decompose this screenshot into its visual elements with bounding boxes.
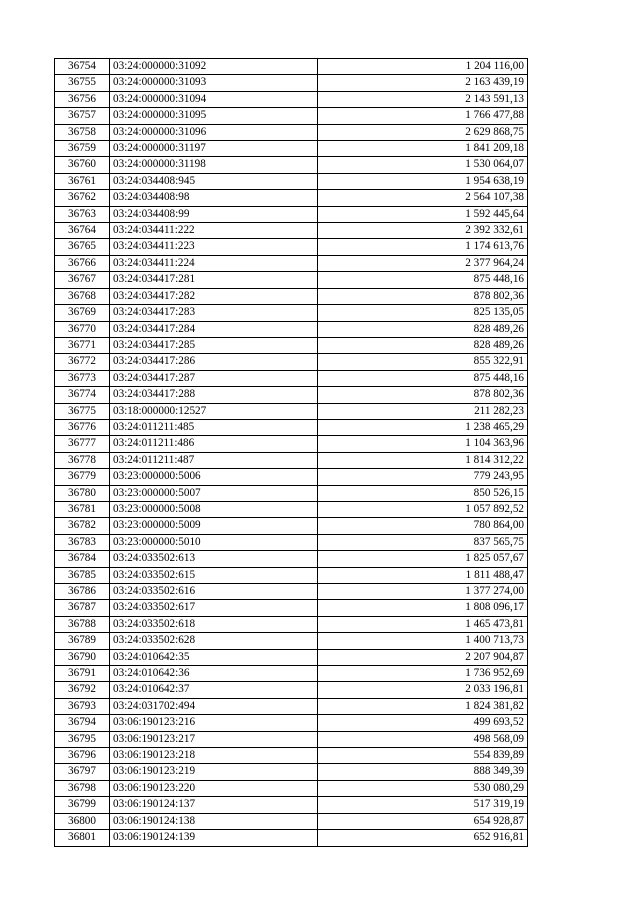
cadastral-value-cell: 1 530 064,07 xyxy=(318,157,528,173)
cadastral-number-cell: 03:06:190123:220 xyxy=(110,780,318,796)
cadastral-number-cell: 03:24:034411:222 xyxy=(110,223,318,239)
table-body xyxy=(55,59,528,847)
row-number-cell: 36787 xyxy=(55,600,110,616)
cadastral-value-cell: 1 057 892,52 xyxy=(318,501,528,517)
cadastral-number-cell: 03:24:000000:31197 xyxy=(110,141,318,157)
cadastral-value-cell: 837 565,75 xyxy=(318,534,528,550)
cadastral-number-cell: 03:06:190124:138 xyxy=(110,813,318,829)
cadastral-number-cell: 03:06:190123:219 xyxy=(110,764,318,780)
cadastral-value-cell: 850 526,15 xyxy=(318,485,528,501)
cadastral-number-cell: 03:24:033502:613 xyxy=(110,551,318,567)
cadastral-value-cell: 1 814 312,22 xyxy=(318,452,528,468)
cadastral-value-cell: 1 954 638,19 xyxy=(318,173,528,189)
cadastral-number-cell: 03:24:034417:283 xyxy=(110,305,318,321)
row-number-cell: 36778 xyxy=(55,452,110,468)
row-number-cell: 36774 xyxy=(55,387,110,403)
cadastral-number-cell: 03:24:033502:628 xyxy=(110,633,318,649)
cadastral-value-cell: 654 928,87 xyxy=(318,813,528,829)
cadastral-value-cell: 554 839,89 xyxy=(318,748,528,764)
cadastral-number-cell: 03:24:034417:284 xyxy=(110,321,318,337)
table-row xyxy=(55,141,528,157)
row-number-cell: 36791 xyxy=(55,666,110,682)
cadastral-number-cell: 03:24:000000:31096 xyxy=(110,124,318,140)
row-number-cell: 36755 xyxy=(55,75,110,91)
cadastral-value-table xyxy=(54,58,528,847)
table-row xyxy=(55,797,528,813)
table-row xyxy=(55,190,528,206)
row-number-cell: 36799 xyxy=(55,797,110,813)
table-row xyxy=(55,748,528,764)
cadastral-value-cell: 779 243,95 xyxy=(318,469,528,485)
cadastral-number-cell: 03:23:000000:5007 xyxy=(110,485,318,501)
table-row xyxy=(55,321,528,337)
cadastral-number-cell: 03:24:010642:37 xyxy=(110,682,318,698)
row-number-cell: 36800 xyxy=(55,813,110,829)
cadastral-value-cell: 828 489,26 xyxy=(318,337,528,353)
cadastral-value-cell: 1 824 381,82 xyxy=(318,698,528,714)
row-number-cell: 36781 xyxy=(55,501,110,517)
row-number-cell: 36798 xyxy=(55,780,110,796)
cadastral-value-cell: 517 319,19 xyxy=(318,797,528,813)
row-number-cell: 36761 xyxy=(55,173,110,189)
cadastral-value-cell: 2 629 868,75 xyxy=(318,124,528,140)
table-row xyxy=(55,534,528,550)
cadastral-value-cell: 211 282,23 xyxy=(318,403,528,419)
table-row xyxy=(55,830,528,846)
row-number-cell: 36760 xyxy=(55,157,110,173)
cadastral-number-cell: 03:24:000000:31092 xyxy=(110,59,318,75)
cadastral-number-cell: 03:24:034417:288 xyxy=(110,387,318,403)
table-row xyxy=(55,206,528,222)
row-number-cell: 36769 xyxy=(55,305,110,321)
table-row xyxy=(55,419,528,435)
table-row xyxy=(55,616,528,632)
cadastral-value-cell: 780 864,00 xyxy=(318,518,528,534)
table-row xyxy=(55,633,528,649)
row-number-cell: 36763 xyxy=(55,206,110,222)
row-number-cell: 36779 xyxy=(55,469,110,485)
cadastral-number-cell: 03:24:011211:485 xyxy=(110,419,318,435)
row-number-cell: 36796 xyxy=(55,748,110,764)
cadastral-number-cell: 03:24:011211:487 xyxy=(110,452,318,468)
table-row xyxy=(55,305,528,321)
row-number-cell: 36783 xyxy=(55,534,110,550)
table-row xyxy=(55,403,528,419)
cadastral-number-cell: 03:23:000000:5006 xyxy=(110,469,318,485)
cadastral-number-cell: 03:23:000000:5008 xyxy=(110,501,318,517)
table-row xyxy=(55,698,528,714)
row-number-cell: 36764 xyxy=(55,223,110,239)
row-number-cell: 36758 xyxy=(55,124,110,140)
table-row xyxy=(55,682,528,698)
table-row xyxy=(55,518,528,534)
table-row xyxy=(55,59,528,75)
row-number-cell: 36777 xyxy=(55,436,110,452)
row-number-cell: 36794 xyxy=(55,715,110,731)
cadastral-number-cell: 03:24:010642:36 xyxy=(110,666,318,682)
table-row xyxy=(55,649,528,665)
cadastral-number-cell: 03:24:010642:35 xyxy=(110,649,318,665)
table-row xyxy=(55,337,528,353)
cadastral-number-cell: 03:06:190123:217 xyxy=(110,731,318,747)
table-row xyxy=(55,354,528,370)
cadastral-value-cell: 2 163 439,19 xyxy=(318,75,528,91)
document-page xyxy=(54,58,527,847)
cadastral-number-cell: 03:24:034411:223 xyxy=(110,239,318,255)
table-row xyxy=(55,124,528,140)
row-number-cell: 36789 xyxy=(55,633,110,649)
cadastral-number-cell: 03:24:034417:286 xyxy=(110,354,318,370)
table-row xyxy=(55,780,528,796)
table-row xyxy=(55,715,528,731)
row-number-cell: 36784 xyxy=(55,551,110,567)
table-row xyxy=(55,731,528,747)
row-number-cell: 36767 xyxy=(55,272,110,288)
cadastral-number-cell: 03:24:034408:98 xyxy=(110,190,318,206)
table-row xyxy=(55,157,528,173)
row-number-cell: 36766 xyxy=(55,255,110,271)
cadastral-value-cell: 1 766 477,88 xyxy=(318,108,528,124)
table-row xyxy=(55,255,528,271)
table-row xyxy=(55,666,528,682)
row-number-cell: 36790 xyxy=(55,649,110,665)
cadastral-value-cell: 499 693,52 xyxy=(318,715,528,731)
row-number-cell: 36775 xyxy=(55,403,110,419)
cadastral-number-cell: 03:18:000000:12527 xyxy=(110,403,318,419)
cadastral-number-cell: 03:24:034408:99 xyxy=(110,206,318,222)
cadastral-value-cell: 1 204 116,00 xyxy=(318,59,528,75)
cadastral-value-cell: 1 808 096,17 xyxy=(318,600,528,616)
cadastral-number-cell: 03:06:190123:218 xyxy=(110,748,318,764)
table-row xyxy=(55,387,528,403)
cadastral-value-cell: 2 207 904,87 xyxy=(318,649,528,665)
row-number-cell: 36780 xyxy=(55,485,110,501)
cadastral-value-cell: 2 392 332,61 xyxy=(318,223,528,239)
row-number-cell: 36797 xyxy=(55,764,110,780)
row-number-cell: 36756 xyxy=(55,91,110,107)
cadastral-number-cell: 03:24:034408:945 xyxy=(110,173,318,189)
row-number-cell: 36770 xyxy=(55,321,110,337)
table-row xyxy=(55,469,528,485)
table-row xyxy=(55,584,528,600)
cadastral-value-cell: 1 811 488,47 xyxy=(318,567,528,583)
cadastral-number-cell: 03:24:034411:224 xyxy=(110,255,318,271)
cadastral-number-cell: 03:24:033502:618 xyxy=(110,616,318,632)
row-number-cell: 36762 xyxy=(55,190,110,206)
cadastral-value-cell: 878 802,36 xyxy=(318,288,528,304)
cadastral-number-cell: 03:24:000000:31094 xyxy=(110,91,318,107)
row-number-cell: 36792 xyxy=(55,682,110,698)
table-row xyxy=(55,485,528,501)
cadastral-value-cell: 875 448,16 xyxy=(318,272,528,288)
row-number-cell: 36801 xyxy=(55,830,110,846)
cadastral-value-cell: 1 377 274,00 xyxy=(318,584,528,600)
row-number-cell: 36773 xyxy=(55,370,110,386)
cadastral-value-cell: 2 033 196,81 xyxy=(318,682,528,698)
cadastral-number-cell: 03:24:033502:617 xyxy=(110,600,318,616)
cadastral-number-cell: 03:24:000000:31095 xyxy=(110,108,318,124)
row-number-cell: 36785 xyxy=(55,567,110,583)
cadastral-value-cell: 1 465 473,81 xyxy=(318,616,528,632)
table-row xyxy=(55,223,528,239)
cadastral-number-cell: 03:06:190124:137 xyxy=(110,797,318,813)
cadastral-number-cell: 03:24:034417:282 xyxy=(110,288,318,304)
table-row xyxy=(55,501,528,517)
cadastral-value-cell: 825 135,05 xyxy=(318,305,528,321)
table-row xyxy=(55,600,528,616)
cadastral-value-cell: 878 802,36 xyxy=(318,387,528,403)
cadastral-value-cell: 1 841 209,18 xyxy=(318,141,528,157)
cadastral-number-cell: 03:24:033502:616 xyxy=(110,584,318,600)
cadastral-number-cell: 03:06:190123:216 xyxy=(110,715,318,731)
row-number-cell: 36768 xyxy=(55,288,110,304)
cadastral-number-cell: 03:23:000000:5009 xyxy=(110,518,318,534)
table-row xyxy=(55,551,528,567)
table-row xyxy=(55,452,528,468)
cadastral-number-cell: 03:24:033502:615 xyxy=(110,567,318,583)
cadastral-value-cell: 2 377 964,24 xyxy=(318,255,528,271)
table-row xyxy=(55,813,528,829)
cadastral-value-cell: 530 080,29 xyxy=(318,780,528,796)
table-row xyxy=(55,91,528,107)
cadastral-value-cell: 1 174 613,76 xyxy=(318,239,528,255)
table-row xyxy=(55,436,528,452)
row-number-cell: 36772 xyxy=(55,354,110,370)
cadastral-value-cell: 855 322,91 xyxy=(318,354,528,370)
cadastral-number-cell: 03:24:034417:287 xyxy=(110,370,318,386)
row-number-cell: 36771 xyxy=(55,337,110,353)
row-number-cell: 36786 xyxy=(55,584,110,600)
cadastral-value-cell: 652 916,81 xyxy=(318,830,528,846)
row-number-cell: 36782 xyxy=(55,518,110,534)
row-number-cell: 36757 xyxy=(55,108,110,124)
table-row xyxy=(55,75,528,91)
table-row xyxy=(55,370,528,386)
row-number-cell: 36795 xyxy=(55,731,110,747)
cadastral-number-cell: 03:24:034417:281 xyxy=(110,272,318,288)
cadastral-number-cell: 03:24:031702:494 xyxy=(110,698,318,714)
row-number-cell: 36776 xyxy=(55,419,110,435)
cadastral-value-cell: 828 489,26 xyxy=(318,321,528,337)
table-row xyxy=(55,108,528,124)
row-number-cell: 36759 xyxy=(55,141,110,157)
table-row xyxy=(55,764,528,780)
cadastral-value-cell: 498 568,09 xyxy=(318,731,528,747)
cadastral-number-cell: 03:24:011211:486 xyxy=(110,436,318,452)
cadastral-value-cell: 1 238 465,29 xyxy=(318,419,528,435)
cadastral-number-cell: 03:24:000000:31198 xyxy=(110,157,318,173)
cadastral-value-cell: 875 448,16 xyxy=(318,370,528,386)
cadastral-number-cell: 03:06:190124:139 xyxy=(110,830,318,846)
row-number-cell: 36793 xyxy=(55,698,110,714)
table-row xyxy=(55,567,528,583)
table-row xyxy=(55,272,528,288)
cadastral-value-cell: 1 104 363,96 xyxy=(318,436,528,452)
table-row xyxy=(55,288,528,304)
cadastral-number-cell: 03:24:034417:285 xyxy=(110,337,318,353)
cadastral-value-cell: 888 349,39 xyxy=(318,764,528,780)
cadastral-value-cell: 1 736 952,69 xyxy=(318,666,528,682)
cadastral-value-cell: 2 143 591,13 xyxy=(318,91,528,107)
cadastral-value-cell: 1 592 445,64 xyxy=(318,206,528,222)
cadastral-value-cell: 2 564 107,38 xyxy=(318,190,528,206)
row-number-cell: 36765 xyxy=(55,239,110,255)
table-row xyxy=(55,173,528,189)
row-number-cell: 36754 xyxy=(55,59,110,75)
table-row xyxy=(55,239,528,255)
cadastral-number-cell: 03:23:000000:5010 xyxy=(110,534,318,550)
cadastral-value-cell: 1 825 057,67 xyxy=(318,551,528,567)
cadastral-number-cell: 03:24:000000:31093 xyxy=(110,75,318,91)
cadastral-value-cell: 1 400 713,73 xyxy=(318,633,528,649)
row-number-cell: 36788 xyxy=(55,616,110,632)
